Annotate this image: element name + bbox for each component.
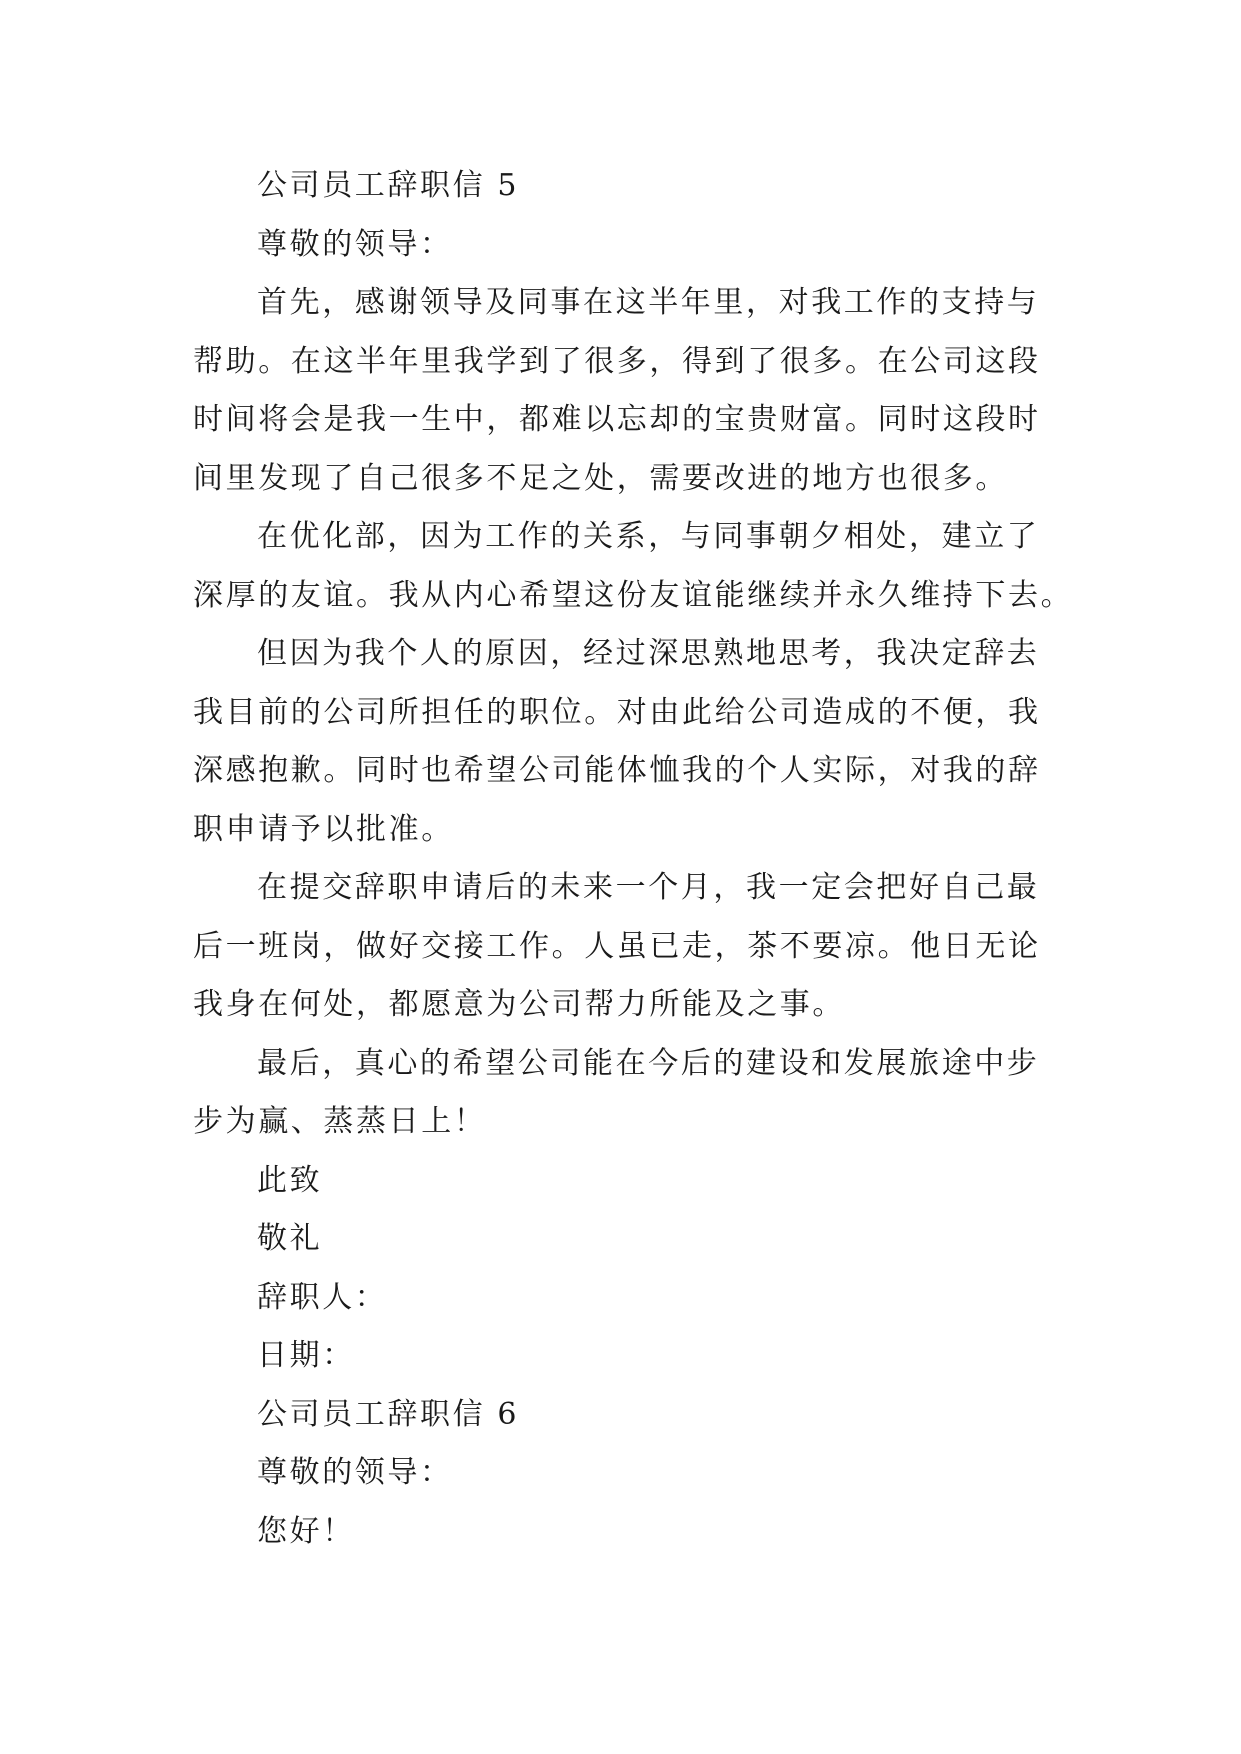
paragraph-line: 我身在何处，都愿意为公司帮力所能及之事。: [193, 987, 845, 1022]
paragraph-line: 但因为我个人的原因，经过深思熟地思考，我决定辞去: [257, 636, 1040, 671]
paragraph-line: 在优化部，因为工作的关系，与同事朝夕相处，建立了: [257, 519, 1040, 554]
paragraph-line: 后一班岗，做好交接工作。人虽已走，茶不要凉。他日无论: [193, 928, 1041, 964]
letter-title: 公司员工辞职信 6: [257, 1396, 520, 1432]
paragraph: [193, 508, 1074, 625]
paragraph-line: 深感抱歉。同时也希望公司能体恤我的个人实际，对我的辞: [193, 753, 1041, 788]
paragraph: [193, 1035, 1053, 1152]
paragraph-line: 我目前的公司所担任的职位。对由此给公司造成的不便，我: [193, 694, 1041, 730]
paragraph-line: 步为赢、蒸蒸日上！: [193, 1104, 487, 1139]
paragraph-line: 在提交辞职申请后的未来一个月，我一定会把好自己最: [257, 870, 1040, 905]
paragraph-line: 首先，感谢领导及同事在这半年里，对我工作的支持与: [257, 285, 1040, 320]
date-label: 日期：: [257, 1338, 355, 1373]
signer-label: 辞职人：: [257, 1279, 388, 1315]
paragraph: [193, 859, 1053, 1035]
greeting: 您好！: [257, 1513, 355, 1549]
salutation: 尊敬的领导：: [257, 1455, 453, 1490]
paragraph-line: 帮助。在这半年里我学到了很多，得到了很多。在公司这段: [193, 343, 1041, 379]
document-body: [193, 157, 1074, 1561]
paragraph-line: 时间将会是我一生中，都难以忘却的宝贵财富。同时这段时: [193, 402, 1041, 437]
paragraph: [193, 274, 1053, 508]
closing-line: 敬礼: [257, 1221, 323, 1256]
closing-line: 此致: [257, 1162, 323, 1198]
paragraph-line: 职申请予以批准。: [193, 811, 454, 847]
paragraph-line: 间里发现了自己很多不足之处，需要改进的地方也很多。: [193, 460, 1008, 496]
paragraph-line: 最后，真心的希望公司能在今后的建设和发展旅途中步: [257, 1045, 1040, 1081]
paragraph: [193, 625, 1053, 859]
paragraph-line: 深厚的友谊。我从内心希望这份友谊能继续并永久维持下去。: [193, 577, 1074, 613]
salutation: 尊敬的领导：: [257, 226, 453, 262]
letter-title: 公司员工辞职信 5: [257, 168, 520, 203]
